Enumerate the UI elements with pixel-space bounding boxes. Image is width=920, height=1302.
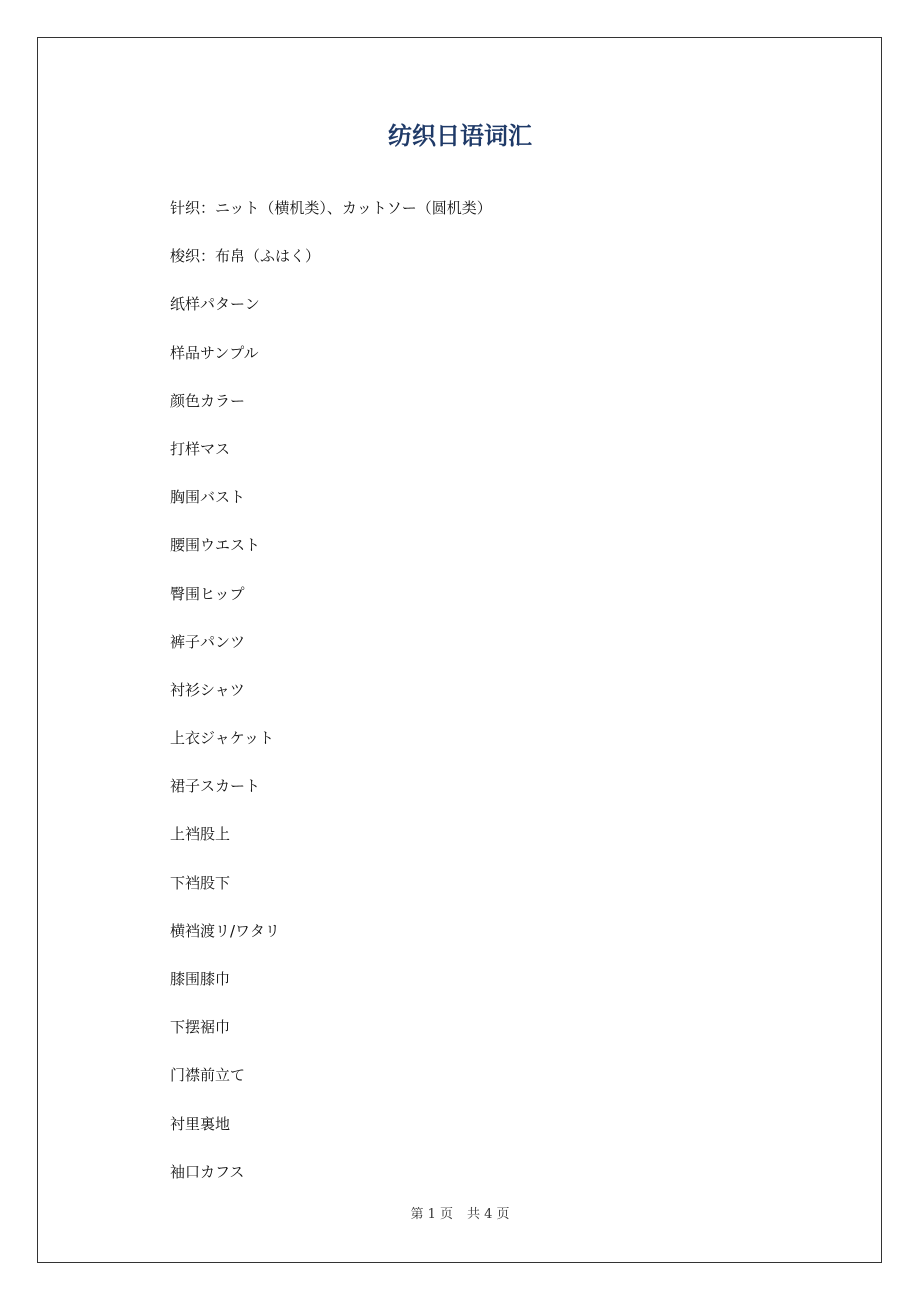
vocabulary-entry: 打样マス	[170, 439, 231, 458]
vocabulary-entry: 针织：ニット（横机类）、カットソー（圆机类）	[170, 199, 492, 217]
page-footer	[0, 1206, 920, 1224]
vocabulary-entry: 上裆股上	[170, 825, 231, 844]
vocabulary-entry: 纸样パターン	[170, 295, 260, 314]
vocabulary-entry: 臀围ヒップ	[170, 584, 245, 603]
vocabulary-entry: 颜色カラー	[170, 391, 246, 410]
vocabulary-entry: 横裆渡リ/ワタリ	[170, 921, 280, 940]
vocabulary-entry: 袖口カフス	[170, 1162, 245, 1181]
vocabulary-entry: 下摆裾巾	[170, 1018, 231, 1037]
vocabulary-entry: 上衣ジャケット	[170, 729, 274, 748]
page-total: 共 4 页	[467, 1207, 510, 1222]
vocabulary-entry: 胸围バスト	[170, 488, 246, 507]
vocabulary-entry: 腰围ウエスト	[170, 536, 261, 555]
document-title: 纺织日语词汇	[388, 122, 532, 150]
vocabulary-list	[170, 196, 810, 1208]
vocabulary-entry: 下裆股下	[170, 873, 231, 892]
page-number: 第 1 页	[410, 1207, 453, 1222]
vocabulary-entry: 梭织：布帛（ふはく）	[170, 247, 321, 266]
vocabulary-entry: 裤子パンツ	[170, 632, 246, 651]
vocabulary-entry: 裙子スカート	[170, 777, 261, 796]
vocabulary-entry: 样品サンプル	[170, 343, 259, 362]
vocabulary-entry: 衬里裏地	[170, 1114, 231, 1133]
vocabulary-entry: 膝围膝巾	[170, 970, 231, 988]
vocabulary-entry: 衬衫シャツ	[170, 680, 245, 699]
vocabulary-entry: 门襟前立て	[170, 1066, 246, 1085]
